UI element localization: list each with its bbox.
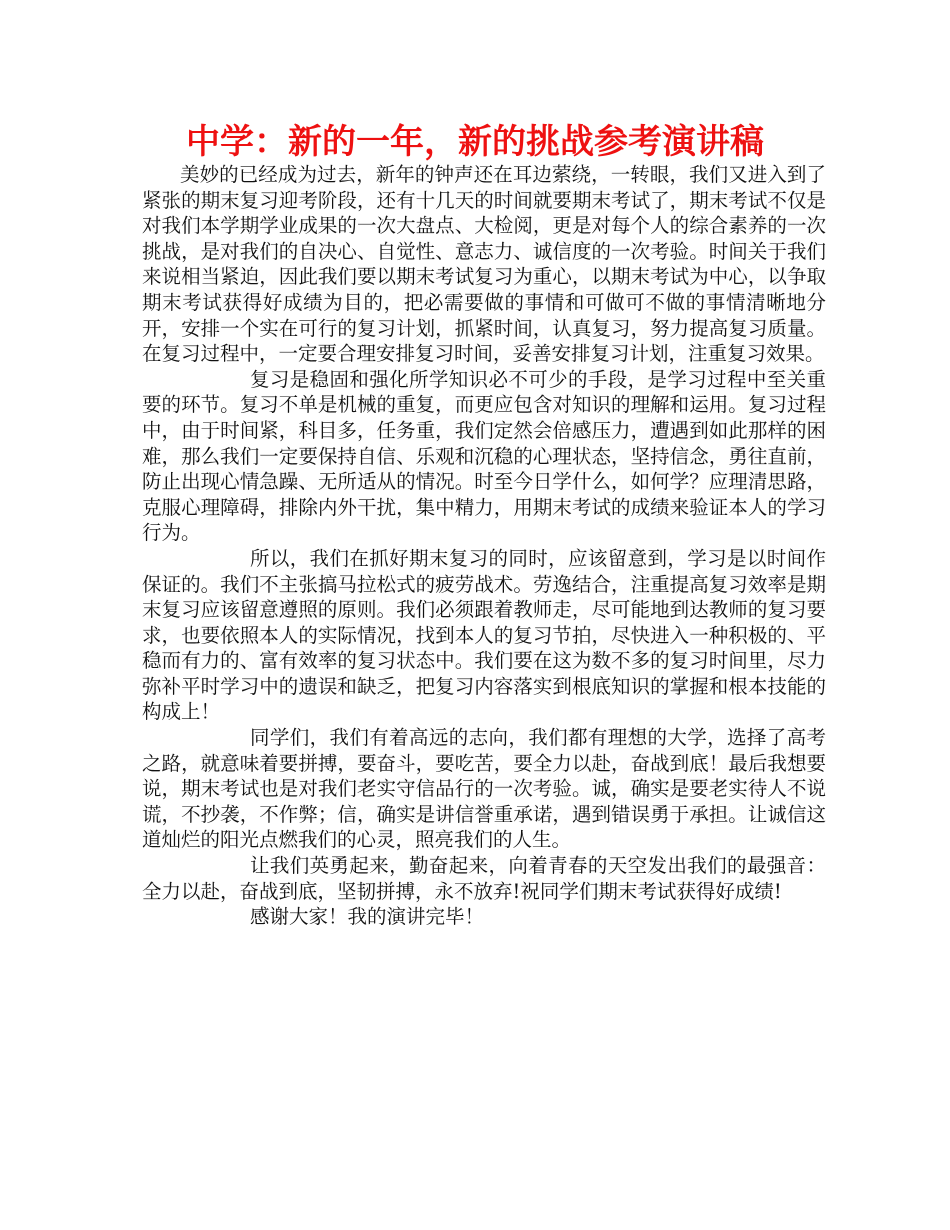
paragraph-1: 美妙的已经成为过去，新年的钟声还在耳边萦绕，一转眼，我们又进入到了紧张的期末复习迎考阶段，还有十几天的时间就要期末考试了，期末考试不仅是对我们本学期学业成果的一次大盘点、大检阅，更是对每个人的综合素养的一次挑战，是对我们的自决心、自觉性、意志力、诚信度的一次考验。时间关于我们来说相当紧迫，因此我们要以期末考试复习为重心，以期末考试为中心，以争取期末考试获得好成绩为目的，把必需要做的事情和可做可不做的事情清晰地分开，安排一个实在可行的复习计划，抓紧时间，认真复习，努力提高复习质量。在复习过程中，一定要合理安排复习时间，妥善安排复习计划，注重复习效果。: [142, 163, 826, 366]
document-body: [142, 162, 826, 930]
closing-line: 感谢大家！我的演讲完毕！: [250, 905, 485, 929]
paragraph-2: 复习是稳固和强化所学知识必不可少的手段，是学习过程中至关重要的环节。复习不单是机械的重复，而更应包含对知识的理解和运用。复习过程中，由于时间紧，科目多，任务重，我们定然会倍感压力，遭遇到如此那样的困难，那么我们一定要保持自信、乐观和沉稳的心理状态，坚持信念，勇往直前，防止出现心情急躁、无所适从的情况。时至今日学什么，如何学？应理清思路，克服心理障碍，排除内外干扰，集中精力，用期末考试的成绩来验证本人的学习行为。: [142, 367, 826, 545]
paragraph-5: 让我们英勇起来，勤奋起来，向着青春的天空发出我们的最强音：全力以赴，奋战到底，坚韧拼搏，永不放弃!祝同学们期末考试获得好成绩!: [142, 854, 826, 903]
paragraph-3: 所以，我们在抓好期末复习的同时，应该留意到，学习是以时间作保证的。我们不主张搞马拉松式的疲劳战术。劳逸结合，注重提高复习效率是期末复习应该留意遵照的原则。我们必须跟着教师走，尽可能地到达教师的复习要求，也要依照本人的实际情况，找到本人的复习节拍，尽快进入一种积极的、平稳而有力的、富有效率的复习状态中。我们要在这为数不多的复习时间里，尽力弥补平时学习中的遗误和缺乏，把复习内容落实到根底知识的掌握和根本技能的构成上！: [142, 546, 826, 724]
document-title: 中学：新的一年，新的挑战参考演讲稿: [186, 122, 764, 162]
paragraph-4: 同学们，我们有着高远的志向，我们都有理想的大学，选择了高考之路，就意味着要拼搏，要奋斗，要吃苦，要全力以赴，奋战到底！最后我想要说，期末考试也是对我们老实守信品行的一次考验。诚，确实是要老实待人不说谎，不抄袭，不作弊；信，确实是讲信誉重承诺，遇到错误勇于承担。让诚信这道灿烂的阳光点燃我们的心灵，照亮我们的人生。: [142, 726, 826, 852]
